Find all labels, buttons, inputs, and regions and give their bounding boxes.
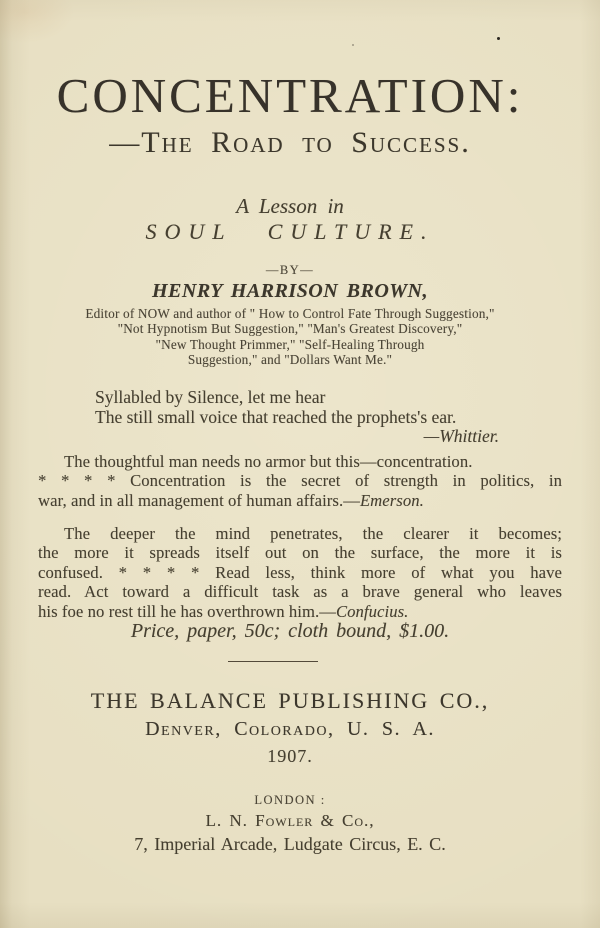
publisher-name: THE BALANCE PUBLISHING CO., bbox=[90, 688, 490, 713]
book-title: CONCENTRATION: bbox=[56, 68, 524, 123]
quote-line-text: war, and in all management of human affairs.— bbox=[38, 490, 360, 510]
editor-credit-line: "Not Hypnotism But Suggestion," "Man's Greatest Discovery," bbox=[117, 321, 463, 337]
paper-speck bbox=[352, 44, 354, 46]
quote-line: The thoughtful man needs no armor but this—concentration. bbox=[64, 452, 473, 471]
quote-line: The deeper the mind penetrates, the clearer it becomes; bbox=[64, 524, 562, 543]
quote-line bbox=[38, 602, 562, 621]
quote-line-text: his foe no rest till he has overthrown him.— bbox=[38, 601, 336, 621]
editor-credit-line: Suggestion," and "Dollars Want Me." bbox=[187, 351, 393, 367]
quote-line: * * * * Concentration is the secret of strength in politics, in bbox=[38, 471, 562, 491]
lesson-line: A Lesson in bbox=[236, 194, 344, 218]
london-agent-address: 7, Imperial Arcade, Ludgate Circus, E. C. bbox=[134, 834, 446, 854]
publication-year: 1907. bbox=[267, 746, 313, 766]
quote-attribution: —Whittier. bbox=[423, 426, 499, 447]
publisher-location: Denver, Colorado, U. S. A. bbox=[145, 718, 435, 740]
emerson-quote bbox=[38, 452, 562, 510]
divider-rule bbox=[228, 661, 318, 662]
editor-credit bbox=[10, 306, 570, 367]
quote-line: the more it spreads itself out on the surface, the more it is bbox=[38, 543, 562, 563]
paper-speck bbox=[497, 37, 500, 40]
editor-credit-line: Editor of NOW and author of " How to Control Fate Through Suggestion," bbox=[85, 306, 495, 321]
confucius-quote bbox=[38, 524, 562, 621]
book-subtitle: —The Road to Success. bbox=[109, 126, 471, 159]
quote-attribution: Emerson. bbox=[359, 490, 424, 510]
quote-line: Syllabled by Silence, let me hear bbox=[95, 387, 326, 407]
soul-culture-line: SOUL CULTURE. bbox=[145, 219, 435, 244]
quote-line: The still small voice that reached the prophets's ear. bbox=[95, 406, 457, 427]
quote-attribution: Confucius. bbox=[335, 601, 409, 621]
quote-line bbox=[38, 491, 562, 510]
author-name: HENRY HARRISON BROWN, bbox=[151, 280, 428, 302]
by-label: —BY— bbox=[265, 263, 315, 277]
whittier-quote bbox=[95, 388, 501, 447]
quote-line: confused. * * * * Read less, think more of what you have bbox=[38, 562, 562, 582]
london-agent-name: L. N. Fowler & Co., bbox=[205, 811, 375, 830]
london-label: LONDON : bbox=[254, 793, 326, 807]
price-line: Price, paper, 50c; cloth bound, $1.00. bbox=[130, 620, 450, 642]
quote-line: read. Act toward a difficult task as a brave general who leaves bbox=[38, 582, 562, 602]
editor-credit-line: "New Thought Primmer," "Self-Healing Through bbox=[155, 336, 425, 352]
